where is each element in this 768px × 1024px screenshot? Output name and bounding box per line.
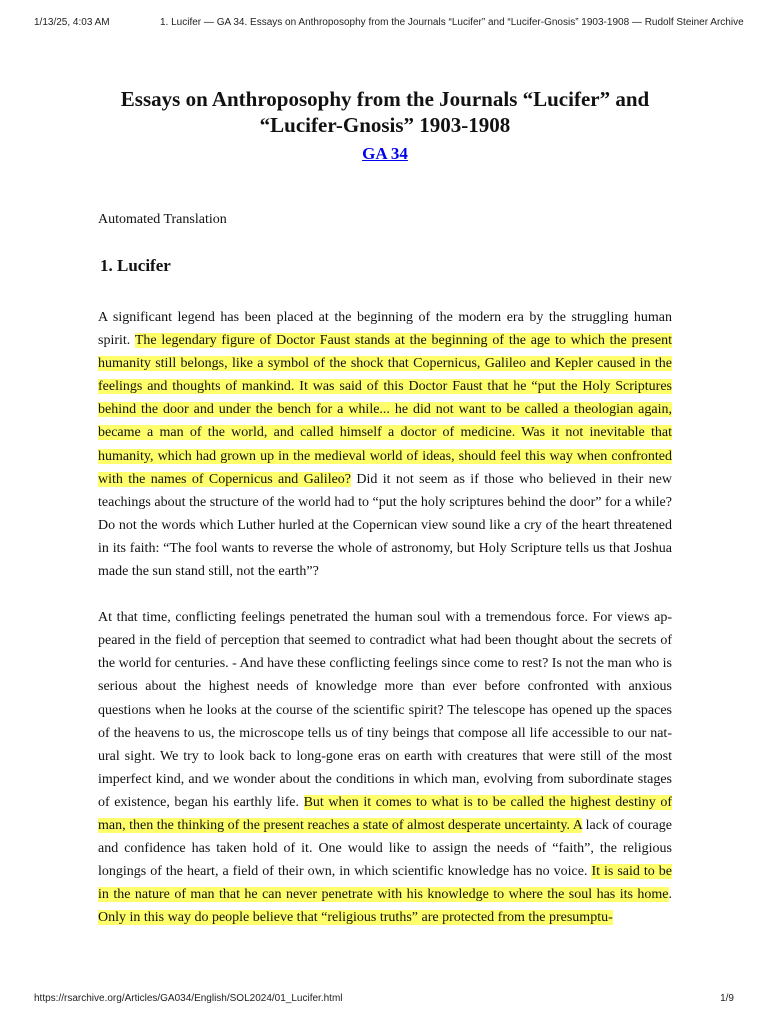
highlighted-text: It is said to be in the nature of man that he can never penetrate with his knowledge to where the soul has its home	[98, 864, 673, 903]
ga-link-row	[98, 143, 672, 166]
text-run: A significant legend has been placed at the beginning of the modern era by the struggling human spirit.	[98, 310, 672, 349]
chapter-heading: 1. Lucifer	[100, 256, 171, 275]
print-url: https://rsarchive.org/Articles/GA034/English/SOL2024/01_Lucifer.html	[34, 993, 343, 1004]
automated-translation-label: Automated Translation	[98, 212, 227, 227]
ga-link[interactable]: GA 34	[362, 144, 408, 163]
document-body	[98, 86, 672, 929]
highlighted-text: But when it comes to what is to be called the highest destiny of man, then the thinking of the present reaches a state of almost desperate uncertainty. A	[98, 794, 672, 833]
paragraph-2	[98, 606, 672, 929]
highlighted-text: The legendary figure of Doctor Faust stands at the beginning of the age to which the present humanity still belongs, like a symbol of the shock that Copernicus, Galileo and Kepler caused in the feelings and thoughts of mankind. It was said of this Doctor Faust that he “put the Holy Scriptures behind the door and under the bench for a while... he did not want to be called a theologian again, became a man of the world, and called himself a doctor of medicine. Was it not inevitable that humanity, which had grown up in the medieval world of ideas, should feel this way when confronted with the names of Copernicus and Galileo?	[98, 333, 673, 487]
page-number: 1/9	[720, 993, 734, 1004]
text-run: Did it not seem as if those who believed in their new teachings about the structure of the world had to “put the holy scriptures behind the door” for a while? Do not the words which Luther hurled at the Copernican view sound like a cry of the heart threatened in its faith: “The fool wants to reverse the whole of astronomy, but Holy Scripture tells us that Joshua made the sun stand still, not the earth”?	[98, 471, 672, 580]
highlighted-text: Only in this way do people believe that “religious truths” are protected from the presumptu-	[98, 910, 613, 926]
text-run: .	[668, 887, 672, 903]
document-title: Essays on Anthroposophy from the Journals “Lucifer” and “Lucifer-Gnosis” 1903-1908	[120, 87, 650, 137]
print-datetime: 1/13/25, 4:03 AM	[34, 17, 110, 28]
print-page-title: 1. Lucifer — GA 34. Essays on Anthroposophy from the Journals “Lucifer” and “Lucifer-Gnosis” 1903-1908 — Rudolf Steiner Archive	[160, 17, 744, 28]
paragraph-1	[98, 306, 672, 583]
text-run: lack of courage and confidence has taken hold of it. One would like to assign the needs of “faith”, the religious longings of the heart, a field of their own, in which scientific knowledge has no voice.	[98, 817, 672, 880]
text-run: At that time, conflicting feelings penetrated the human soul with a tremendous force. For views appeared in the field of perception that seemed to contradict what had been thought about the secrets of the world for centuries. - And have these conflicting feelings since come to rest? Is not the man who is serious about the highest needs of knowledge more than ever before confronted with anxious questions when he looks at the course of the scientific spirit? The telescope has opened up the spaces of the heavens to us, the microscope tells us of tiny beings that compose all life accessible to our natural sight. We try to look back to long-gone eras on earth with creatures that were still of the most imperfect kind, and we wonder about the conditions in which man, evolving from subordinate stages of existence, began his earthly life.	[98, 610, 672, 810]
